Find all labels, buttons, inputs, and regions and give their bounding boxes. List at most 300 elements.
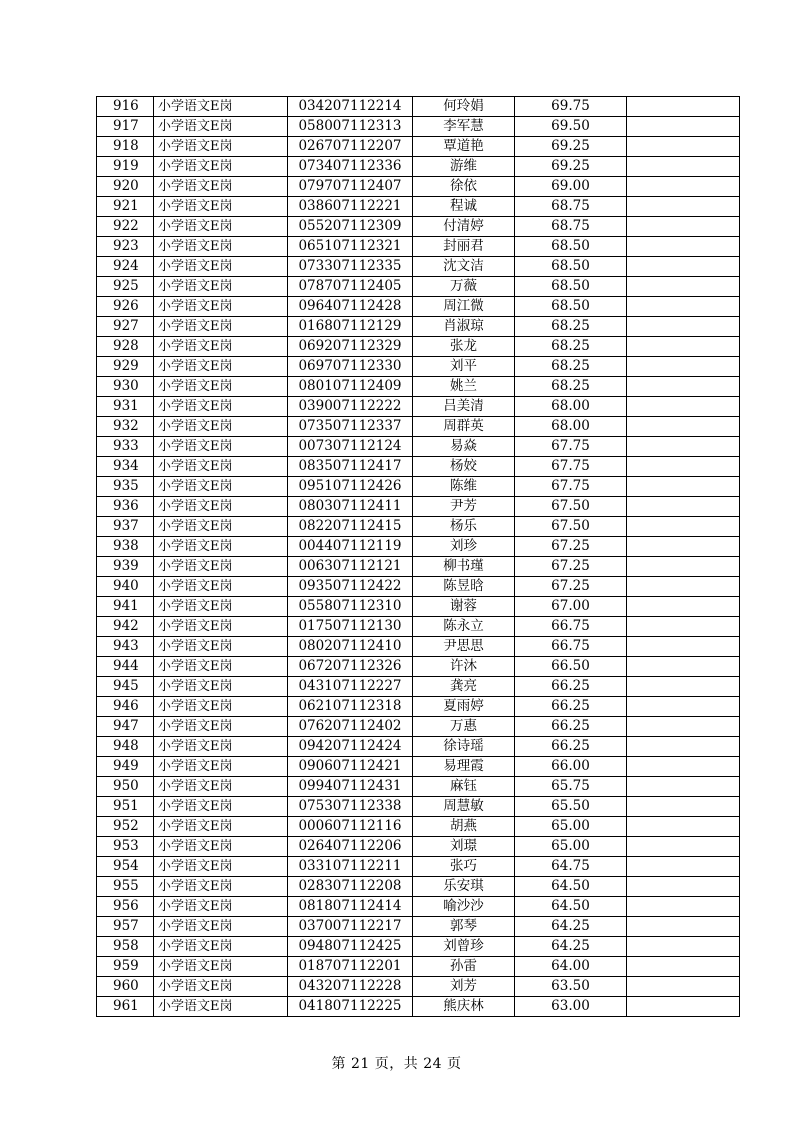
note-cell bbox=[627, 457, 740, 477]
table-row bbox=[97, 837, 740, 857]
post-cell: 小学语文E岗 bbox=[154, 937, 288, 957]
note-cell bbox=[627, 117, 740, 137]
score-cell: 68.00 bbox=[515, 397, 627, 417]
seq-cell: 934 bbox=[97, 457, 154, 477]
post-cell: 小学语文E岗 bbox=[154, 377, 288, 397]
candidate-name-cell: 胡燕 bbox=[413, 817, 515, 837]
score-cell: 64.00 bbox=[515, 957, 627, 977]
candidate-name-cell: 姚兰 bbox=[413, 377, 515, 397]
candidate-name-cell: 徐依 bbox=[413, 177, 515, 197]
score-cell: 66.25 bbox=[515, 717, 627, 737]
table-row bbox=[97, 337, 740, 357]
score-cell: 64.25 bbox=[515, 917, 627, 937]
score-cell: 66.25 bbox=[515, 737, 627, 757]
ticket-number-cell: 041807112225 bbox=[288, 997, 413, 1017]
table-row bbox=[97, 857, 740, 877]
post-cell: 小学语文E岗 bbox=[154, 357, 288, 377]
post-cell: 小学语文E岗 bbox=[154, 717, 288, 737]
ticket-number-cell: 094807112425 bbox=[288, 937, 413, 957]
seq-cell: 941 bbox=[97, 597, 154, 617]
seq-cell: 945 bbox=[97, 677, 154, 697]
ticket-number-cell: 000607112116 bbox=[288, 817, 413, 837]
post-cell: 小学语文E岗 bbox=[154, 297, 288, 317]
ticket-number-cell: 058007112313 bbox=[288, 117, 413, 137]
seq-cell: 944 bbox=[97, 657, 154, 677]
note-cell bbox=[627, 517, 740, 537]
candidate-name-cell: 万惠 bbox=[413, 717, 515, 737]
table-row bbox=[97, 97, 740, 117]
post-cell: 小学语文E岗 bbox=[154, 417, 288, 437]
ticket-number-cell: 067207112326 bbox=[288, 657, 413, 677]
seq-cell: 936 bbox=[97, 497, 154, 517]
seq-cell: 923 bbox=[97, 237, 154, 257]
ticket-number-cell: 081807112414 bbox=[288, 897, 413, 917]
ticket-number-cell: 006307112121 bbox=[288, 557, 413, 577]
note-cell bbox=[627, 357, 740, 377]
note-cell bbox=[627, 557, 740, 577]
seq-cell: 930 bbox=[97, 377, 154, 397]
seq-cell: 956 bbox=[97, 897, 154, 917]
score-cell: 64.50 bbox=[515, 877, 627, 897]
candidate-name-cell: 周江微 bbox=[413, 297, 515, 317]
score-cell: 68.75 bbox=[515, 217, 627, 237]
table-row bbox=[97, 777, 740, 797]
post-cell: 小学语文E岗 bbox=[154, 957, 288, 977]
ticket-number-cell: 043207112228 bbox=[288, 977, 413, 997]
seq-cell: 939 bbox=[97, 557, 154, 577]
candidate-name-cell: 徐诗瑶 bbox=[413, 737, 515, 757]
seq-cell: 959 bbox=[97, 957, 154, 977]
score-cell: 65.00 bbox=[515, 817, 627, 837]
ticket-number-cell: 083507112417 bbox=[288, 457, 413, 477]
table-row bbox=[97, 457, 740, 477]
table-row bbox=[97, 717, 740, 737]
table-row bbox=[97, 417, 740, 437]
post-cell: 小学语文E岗 bbox=[154, 237, 288, 257]
results-table bbox=[96, 96, 740, 1017]
candidate-name-cell: 尹芳 bbox=[413, 497, 515, 517]
post-cell: 小学语文E岗 bbox=[154, 777, 288, 797]
candidate-name-cell: 刘芳 bbox=[413, 977, 515, 997]
seq-cell: 927 bbox=[97, 317, 154, 337]
score-cell: 69.50 bbox=[515, 117, 627, 137]
ticket-number-cell: 075307112338 bbox=[288, 797, 413, 817]
note-cell bbox=[627, 877, 740, 897]
note-cell bbox=[627, 857, 740, 877]
score-cell: 67.25 bbox=[515, 537, 627, 557]
note-cell bbox=[627, 917, 740, 937]
seq-cell: 931 bbox=[97, 397, 154, 417]
score-cell: 65.50 bbox=[515, 797, 627, 817]
candidate-name-cell: 刘璟 bbox=[413, 837, 515, 857]
ticket-number-cell: 099407112431 bbox=[288, 777, 413, 797]
candidate-name-cell: 夏雨婷 bbox=[413, 697, 515, 717]
note-cell bbox=[627, 237, 740, 257]
table-row bbox=[97, 197, 740, 217]
seq-cell: 929 bbox=[97, 357, 154, 377]
table-row bbox=[97, 597, 740, 617]
ticket-number-cell: 082207112415 bbox=[288, 517, 413, 537]
seq-cell: 919 bbox=[97, 157, 154, 177]
score-cell: 67.75 bbox=[515, 477, 627, 497]
table-row bbox=[97, 977, 740, 997]
ticket-number-cell: 004407112119 bbox=[288, 537, 413, 557]
score-cell: 66.50 bbox=[515, 657, 627, 677]
score-cell: 68.50 bbox=[515, 257, 627, 277]
post-cell: 小学语文E岗 bbox=[154, 997, 288, 1017]
ticket-number-cell: 033107112211 bbox=[288, 857, 413, 877]
score-cell: 65.75 bbox=[515, 777, 627, 797]
table-row bbox=[97, 877, 740, 897]
note-cell bbox=[627, 657, 740, 677]
note-cell bbox=[627, 297, 740, 317]
post-cell: 小学语文E岗 bbox=[154, 437, 288, 457]
ticket-number-cell: 016807112129 bbox=[288, 317, 413, 337]
note-cell bbox=[627, 317, 740, 337]
ticket-number-cell: 038607112221 bbox=[288, 197, 413, 217]
score-cell: 63.50 bbox=[515, 977, 627, 997]
candidate-name-cell: 谢蓉 bbox=[413, 597, 515, 617]
score-cell: 69.25 bbox=[515, 137, 627, 157]
post-cell: 小学语文E岗 bbox=[154, 277, 288, 297]
note-cell bbox=[627, 257, 740, 277]
note-cell bbox=[627, 637, 740, 657]
seq-cell: 926 bbox=[97, 297, 154, 317]
candidate-name-cell: 付清婷 bbox=[413, 217, 515, 237]
note-cell bbox=[627, 977, 740, 997]
table-row bbox=[97, 917, 740, 937]
note-cell bbox=[627, 157, 740, 177]
candidate-name-cell: 龚亮 bbox=[413, 677, 515, 697]
ticket-number-cell: 065107112321 bbox=[288, 237, 413, 257]
note-cell bbox=[627, 817, 740, 837]
seq-cell: 922 bbox=[97, 217, 154, 237]
post-cell: 小学语文E岗 bbox=[154, 597, 288, 617]
post-cell: 小学语文E岗 bbox=[154, 897, 288, 917]
table-row bbox=[97, 317, 740, 337]
ticket-number-cell: 069207112329 bbox=[288, 337, 413, 357]
post-cell: 小学语文E岗 bbox=[154, 837, 288, 857]
note-cell bbox=[627, 177, 740, 197]
seq-cell: 950 bbox=[97, 777, 154, 797]
ticket-number-cell: 034207112214 bbox=[288, 97, 413, 117]
table-row bbox=[97, 517, 740, 537]
score-cell: 68.25 bbox=[515, 317, 627, 337]
table-row bbox=[97, 557, 740, 577]
seq-cell: 953 bbox=[97, 837, 154, 857]
ticket-number-cell: 062107112318 bbox=[288, 697, 413, 717]
note-cell bbox=[627, 677, 740, 697]
candidate-name-cell: 封丽君 bbox=[413, 237, 515, 257]
table-row bbox=[97, 477, 740, 497]
ticket-number-cell: 069707112330 bbox=[288, 357, 413, 377]
note-cell bbox=[627, 717, 740, 737]
candidate-name-cell: 陈永立 bbox=[413, 617, 515, 637]
ticket-number-cell: 078707112405 bbox=[288, 277, 413, 297]
post-cell: 小学语文E岗 bbox=[154, 857, 288, 877]
score-cell: 64.25 bbox=[515, 937, 627, 957]
ticket-number-cell: 095107112426 bbox=[288, 477, 413, 497]
note-cell bbox=[627, 757, 740, 777]
candidate-name-cell: 尹思思 bbox=[413, 637, 515, 657]
ticket-number-cell: 055207112309 bbox=[288, 217, 413, 237]
ticket-number-cell: 093507112422 bbox=[288, 577, 413, 597]
seq-cell: 916 bbox=[97, 97, 154, 117]
post-cell: 小学语文E岗 bbox=[154, 757, 288, 777]
candidate-name-cell: 周群英 bbox=[413, 417, 515, 437]
seq-cell: 955 bbox=[97, 877, 154, 897]
note-cell bbox=[627, 397, 740, 417]
post-cell: 小学语文E岗 bbox=[154, 257, 288, 277]
page-footer: 第 21 页，共 24 页 bbox=[331, 1056, 462, 1072]
table-row bbox=[97, 237, 740, 257]
score-cell: 63.00 bbox=[515, 997, 627, 1017]
table-row bbox=[97, 377, 740, 397]
post-cell: 小学语文E岗 bbox=[154, 677, 288, 697]
ticket-number-cell: 080207112410 bbox=[288, 637, 413, 657]
table-row bbox=[97, 997, 740, 1017]
seq-cell: 920 bbox=[97, 177, 154, 197]
ticket-number-cell: 094207112424 bbox=[288, 737, 413, 757]
seq-cell: 947 bbox=[97, 717, 154, 737]
table-row bbox=[97, 577, 740, 597]
post-cell: 小学语文E岗 bbox=[154, 817, 288, 837]
table-row bbox=[97, 357, 740, 377]
table-row bbox=[97, 797, 740, 817]
ticket-number-cell: 079707112407 bbox=[288, 177, 413, 197]
post-cell: 小学语文E岗 bbox=[154, 517, 288, 537]
seq-cell: 917 bbox=[97, 117, 154, 137]
seq-cell: 940 bbox=[97, 577, 154, 597]
score-cell: 65.00 bbox=[515, 837, 627, 857]
post-cell: 小学语文E岗 bbox=[154, 317, 288, 337]
seq-cell: 924 bbox=[97, 257, 154, 277]
score-cell: 67.50 bbox=[515, 497, 627, 517]
note-cell bbox=[627, 137, 740, 157]
candidate-name-cell: 覃道艳 bbox=[413, 137, 515, 157]
score-cell: 67.50 bbox=[515, 517, 627, 537]
candidate-name-cell: 刘珍 bbox=[413, 537, 515, 557]
candidate-name-cell: 乐安琪 bbox=[413, 877, 515, 897]
note-cell bbox=[627, 997, 740, 1017]
note-cell bbox=[627, 697, 740, 717]
score-cell: 68.25 bbox=[515, 377, 627, 397]
post-cell: 小学语文E岗 bbox=[154, 637, 288, 657]
score-cell: 66.75 bbox=[515, 637, 627, 657]
note-cell bbox=[627, 937, 740, 957]
table-row bbox=[97, 177, 740, 197]
note-cell bbox=[627, 837, 740, 857]
post-cell: 小学语文E岗 bbox=[154, 977, 288, 997]
post-cell: 小学语文E岗 bbox=[154, 217, 288, 237]
table-row bbox=[97, 677, 740, 697]
ticket-number-cell: 007307112124 bbox=[288, 437, 413, 457]
ticket-number-cell: 073507112337 bbox=[288, 417, 413, 437]
post-cell: 小学语文E岗 bbox=[154, 617, 288, 637]
note-cell bbox=[627, 197, 740, 217]
table-row bbox=[97, 277, 740, 297]
score-cell: 68.75 bbox=[515, 197, 627, 217]
candidate-name-cell: 易理霞 bbox=[413, 757, 515, 777]
seq-cell: 932 bbox=[97, 417, 154, 437]
candidate-name-cell: 周慧敏 bbox=[413, 797, 515, 817]
note-cell bbox=[627, 777, 740, 797]
ticket-number-cell: 055807112310 bbox=[288, 597, 413, 617]
seq-cell: 937 bbox=[97, 517, 154, 537]
note-cell bbox=[627, 797, 740, 817]
seq-cell: 952 bbox=[97, 817, 154, 837]
candidate-name-cell: 刘平 bbox=[413, 357, 515, 377]
note-cell bbox=[627, 437, 740, 457]
post-cell: 小学语文E岗 bbox=[154, 497, 288, 517]
seq-cell: 938 bbox=[97, 537, 154, 557]
score-cell: 67.75 bbox=[515, 457, 627, 477]
candidate-name-cell: 郭琴 bbox=[413, 917, 515, 937]
seq-cell: 925 bbox=[97, 277, 154, 297]
candidate-name-cell: 许沐 bbox=[413, 657, 515, 677]
score-cell: 67.00 bbox=[515, 597, 627, 617]
ticket-number-cell: 096407112428 bbox=[288, 297, 413, 317]
score-cell: 68.50 bbox=[515, 297, 627, 317]
score-cell: 64.75 bbox=[515, 857, 627, 877]
seq-cell: 958 bbox=[97, 937, 154, 957]
ticket-number-cell: 037007112217 bbox=[288, 917, 413, 937]
score-cell: 67.25 bbox=[515, 557, 627, 577]
table-row bbox=[97, 657, 740, 677]
note-cell bbox=[627, 957, 740, 977]
post-cell: 小学语文E岗 bbox=[154, 157, 288, 177]
ticket-number-cell: 018707112201 bbox=[288, 957, 413, 977]
post-cell: 小学语文E岗 bbox=[154, 537, 288, 557]
ticket-number-cell: 080107112409 bbox=[288, 377, 413, 397]
post-cell: 小学语文E岗 bbox=[154, 577, 288, 597]
ticket-number-cell: 039007112222 bbox=[288, 397, 413, 417]
table-row bbox=[97, 957, 740, 977]
post-cell: 小学语文E岗 bbox=[154, 557, 288, 577]
seq-cell: 942 bbox=[97, 617, 154, 637]
results-table-body bbox=[97, 97, 740, 1017]
post-cell: 小学语文E岗 bbox=[154, 657, 288, 677]
post-cell: 小学语文E岗 bbox=[154, 737, 288, 757]
note-cell bbox=[627, 217, 740, 237]
table-row bbox=[97, 297, 740, 317]
score-cell: 66.75 bbox=[515, 617, 627, 637]
table-row bbox=[97, 637, 740, 657]
post-cell: 小学语文E岗 bbox=[154, 397, 288, 417]
post-cell: 小学语文E岗 bbox=[154, 337, 288, 357]
table-row bbox=[97, 817, 740, 837]
note-cell bbox=[627, 97, 740, 117]
candidate-name-cell: 易焱 bbox=[413, 437, 515, 457]
post-cell: 小学语文E岗 bbox=[154, 917, 288, 937]
seq-cell: 961 bbox=[97, 997, 154, 1017]
score-cell: 67.25 bbox=[515, 577, 627, 597]
candidate-name-cell: 陈昱晗 bbox=[413, 577, 515, 597]
candidate-name-cell: 万薇 bbox=[413, 277, 515, 297]
seq-cell: 957 bbox=[97, 917, 154, 937]
note-cell bbox=[627, 617, 740, 637]
score-cell: 64.50 bbox=[515, 897, 627, 917]
candidate-name-cell: 杨姣 bbox=[413, 457, 515, 477]
score-cell: 66.00 bbox=[515, 757, 627, 777]
score-cell: 68.50 bbox=[515, 237, 627, 257]
seq-cell: 949 bbox=[97, 757, 154, 777]
seq-cell: 921 bbox=[97, 197, 154, 217]
score-cell: 67.75 bbox=[515, 437, 627, 457]
score-cell: 66.25 bbox=[515, 697, 627, 717]
score-cell: 68.25 bbox=[515, 357, 627, 377]
table-row bbox=[97, 257, 740, 277]
candidate-name-cell: 肖淑琼 bbox=[413, 317, 515, 337]
ticket-number-cell: 026707112207 bbox=[288, 137, 413, 157]
candidate-name-cell: 吕美清 bbox=[413, 397, 515, 417]
candidate-name-cell: 何玲娟 bbox=[413, 97, 515, 117]
seq-cell: 918 bbox=[97, 137, 154, 157]
seq-cell: 943 bbox=[97, 637, 154, 657]
candidate-name-cell: 游维 bbox=[413, 157, 515, 177]
candidate-name-cell: 沈文洁 bbox=[413, 257, 515, 277]
candidate-name-cell: 孙雷 bbox=[413, 957, 515, 977]
ticket-number-cell: 080307112411 bbox=[288, 497, 413, 517]
score-cell: 68.50 bbox=[515, 277, 627, 297]
note-cell bbox=[627, 417, 740, 437]
ticket-number-cell: 076207112402 bbox=[288, 717, 413, 737]
candidate-name-cell: 张龙 bbox=[413, 337, 515, 357]
ticket-number-cell: 043107112227 bbox=[288, 677, 413, 697]
ticket-number-cell: 090607112421 bbox=[288, 757, 413, 777]
candidate-name-cell: 李军慧 bbox=[413, 117, 515, 137]
note-cell bbox=[627, 897, 740, 917]
candidate-name-cell: 杨乐 bbox=[413, 517, 515, 537]
post-cell: 小学语文E岗 bbox=[154, 797, 288, 817]
candidate-name-cell: 程诚 bbox=[413, 197, 515, 217]
table-row bbox=[97, 897, 740, 917]
candidate-name-cell: 刘曾珍 bbox=[413, 937, 515, 957]
score-cell: 69.00 bbox=[515, 177, 627, 197]
seq-cell: 935 bbox=[97, 477, 154, 497]
note-cell bbox=[627, 377, 740, 397]
seq-cell: 960 bbox=[97, 977, 154, 997]
table-row bbox=[97, 617, 740, 637]
score-cell: 66.25 bbox=[515, 677, 627, 697]
table-row bbox=[97, 757, 740, 777]
candidate-name-cell: 柳书瑾 bbox=[413, 557, 515, 577]
table-row bbox=[97, 737, 740, 757]
score-cell: 68.25 bbox=[515, 337, 627, 357]
post-cell: 小学语文E岗 bbox=[154, 137, 288, 157]
score-cell: 68.00 bbox=[515, 417, 627, 437]
post-cell: 小学语文E岗 bbox=[154, 117, 288, 137]
table-row bbox=[97, 497, 740, 517]
note-cell bbox=[627, 597, 740, 617]
note-cell bbox=[627, 477, 740, 497]
post-cell: 小学语文E岗 bbox=[154, 697, 288, 717]
post-cell: 小学语文E岗 bbox=[154, 177, 288, 197]
table-row bbox=[97, 537, 740, 557]
table-row bbox=[97, 137, 740, 157]
ticket-number-cell: 073307112335 bbox=[288, 257, 413, 277]
candidate-name-cell: 熊庆林 bbox=[413, 997, 515, 1017]
seq-cell: 951 bbox=[97, 797, 154, 817]
seq-cell: 946 bbox=[97, 697, 154, 717]
note-cell bbox=[627, 277, 740, 297]
seq-cell: 933 bbox=[97, 437, 154, 457]
note-cell bbox=[627, 577, 740, 597]
table-row bbox=[97, 697, 740, 717]
note-cell bbox=[627, 337, 740, 357]
note-cell bbox=[627, 497, 740, 517]
ticket-number-cell: 026407112206 bbox=[288, 837, 413, 857]
